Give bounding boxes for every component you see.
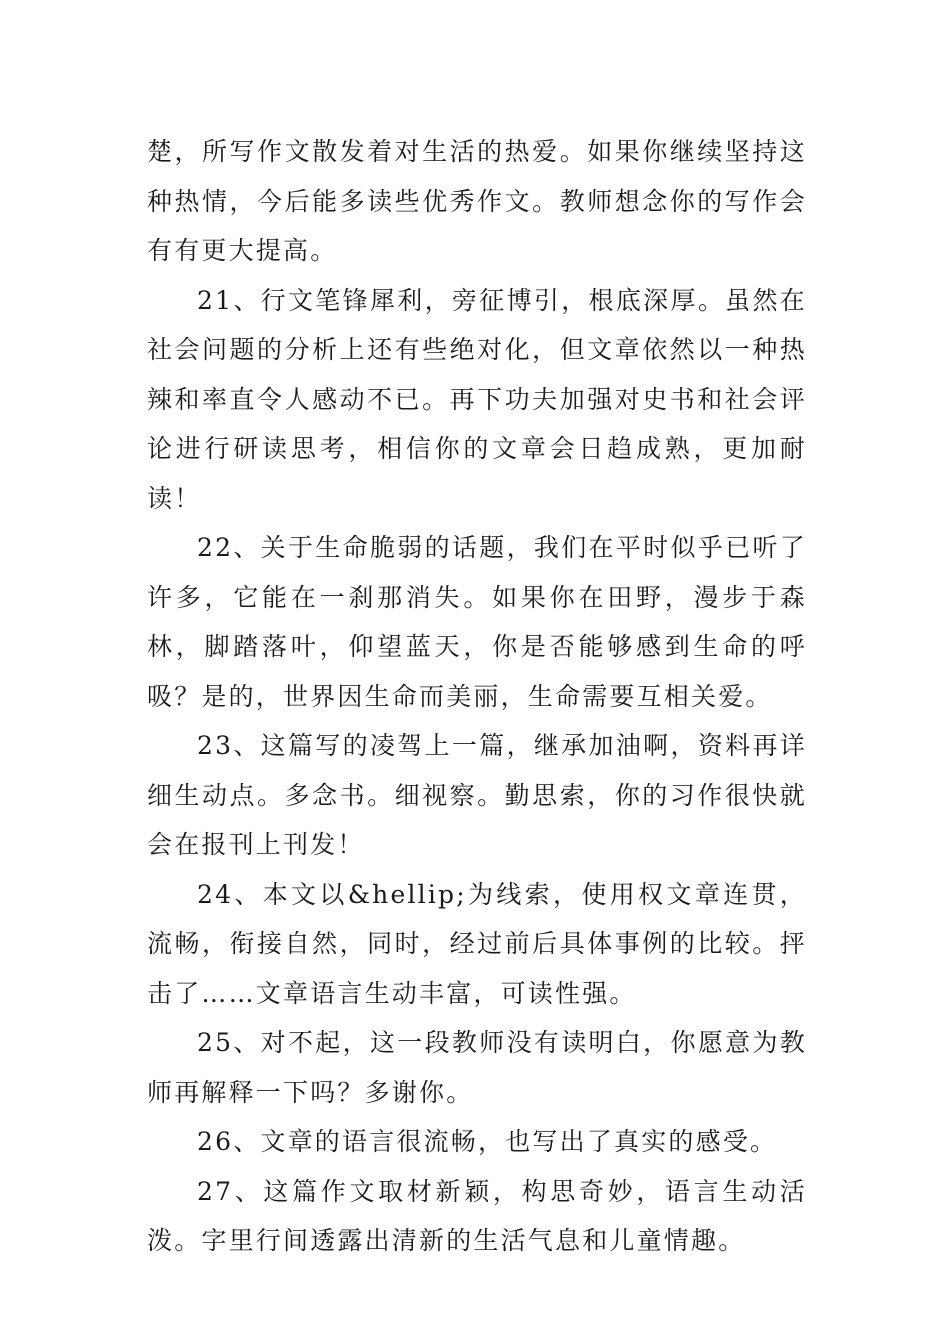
paragraph-26: 26、文章的语言很流畅，也写出了真实的感受。 [197, 1127, 778, 1156]
paragraph-24: 24、本文以&hellip;为线索，使用权文章连贯，流畅，衔接自然，同时，经过前后具体事例的比较。抨击了……文章语言生动丰富，可读性强。 [147, 879, 807, 1008]
paragraph-23: 23、这篇写的凌驾上一篇，继承加油啊，资料再详细生动点。多念书。细视察。勤思索，你的习作很快就会在报刊上刊发！ [147, 731, 807, 859]
paragraph-25: 25、对不起，这一段教师没有读明白，你愿意为教师再解释一下吗？多谢你。 [147, 1028, 807, 1107]
paragraph-22: 22、关于生命脆弱的话题，我们在平时似乎已听了许多，它能在一刹那消失。如果你在田野，漫步于森林，脚踏落叶，仰望蓝天，你是否能够感到生命的呼吸？是的，世界因生命而美丽，生命需要互相关爱。 [147, 533, 807, 711]
paragraph-21: 21、行文笔锋犀利，旁征博引，根底深厚。虽然在社会问题的分析上还有些绝对化，但文章依然以一种热辣和率直令人感动不已。再下功夫加强对史书和社会评论进行研读思考，相信你的文章会日趋成熟，更加耐读！ [147, 285, 807, 513]
paragraph-27: 27、这篇作文取材新颖，构思奇妙，语言生动活泼。字里行间透露出清新的生活气息和儿童情趣。 [147, 1176, 807, 1255]
document-body [147, 127, 807, 1266]
paragraph-continued: 楚，所写作文散发着对生活的热爱。如果你继续坚持这种热情，今后能多读些优秀作文。教师想念你的写作会有有更大提高。 [147, 137, 807, 265]
